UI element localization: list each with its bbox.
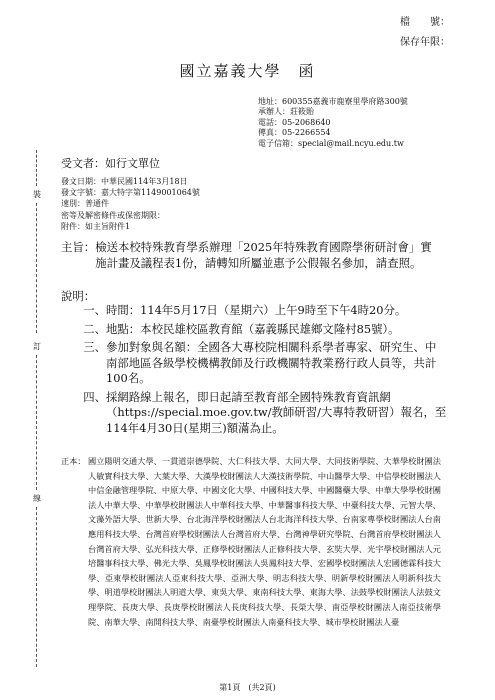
delivery-speed: 速別：普通件 <box>61 199 109 209</box>
recipients-label: 正本： <box>61 456 86 466</box>
contact-email: 電子信箱：special@mail.ncyu.edu.tw <box>258 138 404 148</box>
issue-number: 發文字號：嘉大特字第1149001064號 <box>61 188 200 198</box>
binding-char-ding: 訂 <box>33 342 41 351</box>
explanation-item <box>72 340 447 387</box>
binding-char-zhuang: 裝 <box>33 190 41 199</box>
subject-label: 主旨： <box>61 240 96 254</box>
recipients-text: 國立陽明交通大學、一貫道崇德學院、大仁科技大學、大同大學、大同技術學院、大華學校財團法人敏實科技大學、大葉大學、大漢學校財團法人大漢技術學院、中山醫學大學、中信學校財團法人中信金融管理學院、中原大學、中國文化大學、中國科技大學、中國醫藥大學、中華大學學校財團法人中華大學、中華學校財團法人中華科技大學、中華醫事科技大學、中臺科技大學、元智大學、文藻外語大學、世新大學、台北海洋學校財團法人台北海洋科技大學、台南家專學校財團法人台南應用科技大學、台灣首府學校財團法人台灣首府大學、台灣神學研究學院、台灣首府學校財團法人台灣首府大學、弘光科技大學、正修學校財團法人正修科技大學、玄奘大學、光宇學校財團法人元培醫事科技大學、佛光大學、吳鳳學校財團法人吳鳳科技大學、宏國學校財團法人宏國德霖科技大學、亞東學校財團法人亞東科技大學、亞洲大學、明志科技大學、明新學校財團法人明新科技大學、明道學校財團法人明道大學、東吳大學、東南科技大學、東海大學、法鼓學校財團法人法鼓文理學院、長庚大學、長庚學校財團法人長庚科技大學、長榮大學、南亞學校財團法人南亞技術學院、南華大學、南開科技大學、南臺學校財團法人南臺科技大學、城市學校財團法人臺 <box>88 456 441 627</box>
binding-dash <box>36 203 37 333</box>
explanation-label: 說明： <box>61 289 96 303</box>
contact-block <box>258 97 408 149</box>
subject-section <box>61 240 441 271</box>
binding-dash <box>36 507 37 667</box>
recipient: 受文者：如行文單位 <box>61 157 160 170</box>
item-number: 一、 <box>83 303 106 317</box>
item-text: 參加對象與名額：全國各大專校院相關科系學者專家、研究生、中南部地區各級學校機構教師及行政機關特教業務行政人員等，共計100名。 <box>106 340 437 385</box>
issue-date: 發文日期：中華民國114年3月18日 <box>61 177 188 186</box>
explanation-item <box>72 390 447 437</box>
item-number: 四、 <box>83 389 106 404</box>
binding-dash <box>36 150 37 186</box>
secrecy-level: 密等及解密條件或保密期限： <box>61 210 165 220</box>
contact-fax: 傳真：05-2266554 <box>258 128 331 138</box>
binding-char-xian: 線 <box>33 494 41 503</box>
archive-period-label: 保存年限： <box>400 37 450 48</box>
document-title: 國立嘉義大學 函 <box>179 62 316 80</box>
item-number: 二、 <box>83 321 106 336</box>
item-text: 採網路線上報名，即日起請至教育部全國特殊教育資訊網（https://special.moe.gov.tw/教師研習/大專特教研習）報名，至114年4月30日(星期三)額滿為止。 <box>106 389 447 435</box>
page-number: 第1頁 (共2頁) <box>219 683 276 692</box>
item-number: 三、 <box>83 340 106 354</box>
attachment-note: 附件：如主旨附件1 <box>61 221 131 231</box>
recipients-section <box>61 454 441 629</box>
explanation-item <box>72 322 447 338</box>
contact-handler: 承辦人：莊筱貽 <box>258 107 314 117</box>
subject-text: 檢送本校特殊教育學系辦理「2025年特殊教育國際學術研討會」實施計畫及議程表1份，請轉知所屬並惠予公假報名參加，請查照。 <box>95 240 432 270</box>
binding-margin <box>33 150 41 670</box>
explanation-item <box>72 303 447 319</box>
contact-phone: 電話：05-2068640 <box>258 117 331 127</box>
contact-address: 地址：600355嘉義市鹿寮里學府路300號 <box>258 97 408 106</box>
binding-dash <box>36 355 37 490</box>
archive-number-label: 檔 號： <box>400 17 450 28</box>
item-text: 時間：114年5月17日（星期六）上午9時至下午4時20分。 <box>106 303 407 317</box>
document-meta <box>61 176 200 232</box>
item-text: 地點：本校民雄校區教育館（嘉義縣民雄鄉文隆村85號）。 <box>106 321 400 336</box>
explanation-list <box>72 303 447 439</box>
